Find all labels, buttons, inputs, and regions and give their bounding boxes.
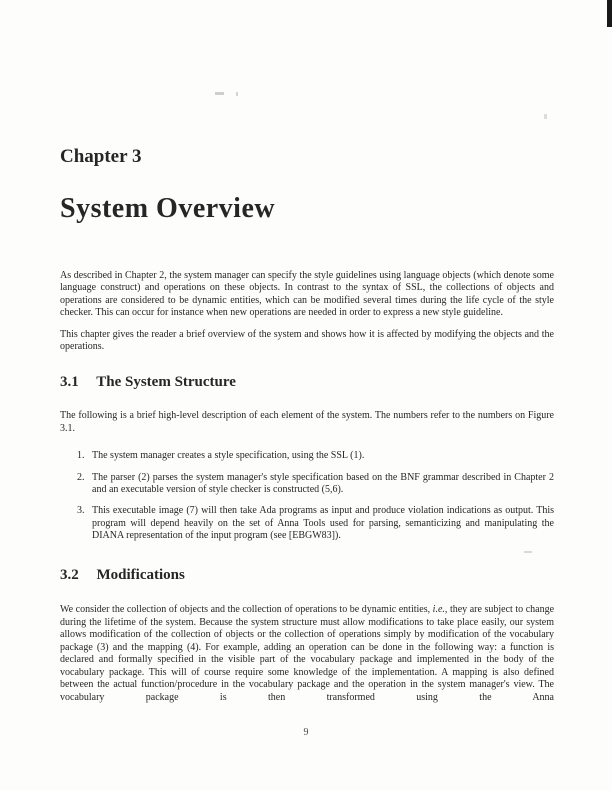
list-item <box>60 505 554 542</box>
section-3-2-number: 3.2 <box>60 566 79 583</box>
list-item-text: The system manager creates a style specification, using the SSL (1). <box>92 450 365 462</box>
section-3-1-lead-paragraph: The following is a brief high-level description of each element of the system. The numbers refer to the numbers on Figure 3.1. <box>60 410 554 434</box>
page-content <box>60 0 554 704</box>
list-item-marker: 3. <box>77 505 85 517</box>
section-3-1-title: The System Structure <box>96 373 236 390</box>
scan-artifact-top-right <box>607 0 612 27</box>
intro-paragraph-1: As described in Chapter 2, the system manager can specify the style guidelines using language objects (which denote some language construct) and operations on these objects. In contrast to the syntax of SSL, the collections of objects and operations are considered to be dynamic entities, which can be modified several times during the life cycle of the style checker. This can occur for instance when new operations are needed in order to express a new style guideline. <box>60 270 554 319</box>
paragraph-segment: We consider the collection of objects and the collection of operations to be dynamic entities, <box>60 604 433 616</box>
paragraph-segment: they are subject to change during the lifetime of the system. Because the system structure must allow modifications to take place easily, our system allows modification of the collection of objects or the collection of operations simply by modification of the vocabulary package (3) and the mapping (4). For example, adding an operation can be done in the following way: a function is declared and formally specified in the visible part of the vocabulary package and implemented in the body of the vocabulary package. This will of course require some knowledge of the implementation. A mapping is also defined between the actual function/procedure in the vocabulary package and the operation in the system manager's view. The vocabulary package is then transformed using the Anna <box>60 604 555 703</box>
intro-paragraph-2: This chapter gives the reader a brief overview of the system and shows how it is affected by modifying the objects and the operations. <box>60 328 554 353</box>
system-structure-list <box>60 450 554 543</box>
list-item-marker: 2. <box>77 471 85 483</box>
list-item <box>60 472 554 497</box>
section-3-1-heading <box>60 374 554 391</box>
list-item-marker: 1. <box>77 450 85 462</box>
chapter-label: Chapter 3 <box>60 146 142 167</box>
paragraph-segment-italic: i.e., <box>432 604 448 616</box>
page-footer <box>0 722 612 740</box>
section-3-2-paragraph <box>60 604 554 704</box>
list-item-text: This executable image (7) will then take Ada programs as input and produce violation indications as output. This program will depend heavily on the set of Anna Tools used for parsing, semanticizing and manipulating the DIANA representation of the input program (see [EBGW83]). <box>92 505 554 542</box>
section-3-2-heading <box>60 567 554 584</box>
page-number: 9 <box>303 727 309 738</box>
list-item <box>60 450 554 462</box>
chapter-title: System Overview <box>60 193 276 224</box>
list-item-text: The parser (2) parses the system manager's style specification based on the BNF grammar described in Chapter 2 and an executable version of style checker is constructed (5,6). <box>92 471 554 496</box>
section-3-2-title: Modifications <box>96 566 185 583</box>
section-3-1-number: 3.1 <box>60 373 79 390</box>
